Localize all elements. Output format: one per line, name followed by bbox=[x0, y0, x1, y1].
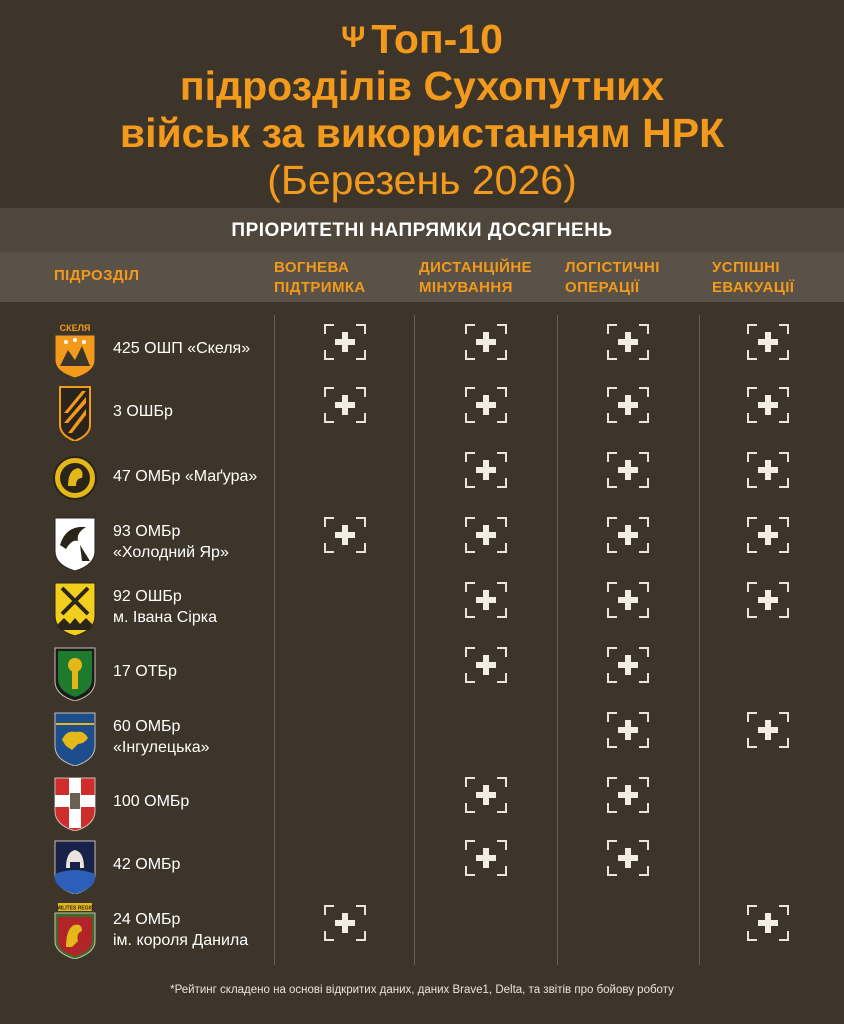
unit-name-line-2: «Інгулецька» bbox=[113, 739, 210, 756]
unit-emblem bbox=[52, 450, 98, 506]
svg-text:MILITES REGIS: MILITES REGIS bbox=[56, 905, 94, 912]
unit-name-line-1: 100 ОМБр bbox=[113, 793, 190, 810]
unit-name bbox=[113, 521, 229, 563]
unit-name bbox=[113, 854, 180, 875]
plus-icon bbox=[465, 840, 507, 876]
column-divider bbox=[699, 315, 700, 965]
plus-icon bbox=[747, 712, 789, 748]
column-header-unit: ПІДРОЗДІЛ bbox=[54, 267, 140, 284]
title-line-4: (Березень 2026) bbox=[267, 157, 577, 203]
plus-icon bbox=[747, 387, 789, 423]
plus-icon bbox=[747, 517, 789, 553]
plus-icon bbox=[324, 324, 366, 360]
unit-name bbox=[113, 716, 210, 758]
unit-emblem bbox=[52, 903, 98, 959]
unit-emblem bbox=[52, 645, 98, 701]
plus-icon bbox=[607, 324, 649, 360]
column-divider bbox=[414, 315, 415, 965]
unit-name bbox=[113, 661, 177, 682]
unit-name-line-1: 425 ОШП «Скеля» bbox=[113, 340, 251, 357]
unit-name-line-1: 92 ОШБр bbox=[113, 588, 182, 605]
section-header-band bbox=[0, 208, 844, 252]
unit-name-line-2: «Холодний Яр» bbox=[113, 544, 229, 561]
unit-emblem bbox=[52, 515, 98, 571]
footnote: *Рейтинг складено на основі відкритих даних, даних Brave1, Delta, та звітів про бойову роботу bbox=[170, 984, 674, 996]
column-divider bbox=[274, 315, 275, 965]
unit-emblem bbox=[52, 775, 98, 831]
unit-emblem bbox=[52, 710, 98, 766]
plus-icon bbox=[607, 712, 649, 748]
unit-name-line-1: 42 ОМБр bbox=[113, 856, 181, 873]
unit-emblem bbox=[52, 322, 98, 378]
column-header-mining: ДИСТАНЦІЙНЕ МІНУВАННЯ bbox=[419, 259, 532, 296]
plus-icon bbox=[747, 324, 789, 360]
unit-name bbox=[113, 466, 257, 487]
plus-icon bbox=[747, 452, 789, 488]
svg-text:СКЕЛЯ: СКЕЛЯ bbox=[59, 323, 91, 333]
plus-icon bbox=[465, 452, 507, 488]
plus-icon bbox=[607, 777, 649, 813]
plus-icon bbox=[607, 840, 649, 876]
title-line-3: військ за використанням НРК bbox=[119, 110, 725, 156]
unit-emblem bbox=[52, 580, 98, 636]
trident-icon: Ψ bbox=[341, 21, 366, 54]
plus-icon bbox=[747, 582, 789, 618]
column-header-evacuation: УСПІШНІ ЕВАКУАЦІЇ bbox=[712, 259, 795, 296]
plus-icon bbox=[465, 387, 507, 423]
plus-icon bbox=[324, 387, 366, 423]
plus-icon bbox=[607, 582, 649, 618]
unit-name-line-1: 47 ОМБр «Маґура» bbox=[113, 468, 258, 485]
unit-name bbox=[113, 401, 173, 422]
unit-emblem bbox=[52, 385, 98, 441]
plus-icon bbox=[607, 517, 649, 553]
unit-name bbox=[113, 338, 250, 359]
section-header: ПРІОРИТЕТНІ НАПРЯМКИ ДОСЯГНЕНЬ bbox=[231, 220, 613, 241]
title-line-1: Ψ Топ-10 bbox=[341, 16, 503, 62]
column-divider bbox=[557, 315, 558, 965]
unit-name-line-2: м. Івана Сірка bbox=[113, 609, 217, 626]
plus-icon bbox=[465, 324, 507, 360]
title-line-2: підрозділів Сухопутних bbox=[179, 63, 665, 109]
unit-name-line-1: 24 ОМБр bbox=[113, 911, 181, 928]
plus-icon bbox=[465, 777, 507, 813]
plus-icon bbox=[607, 387, 649, 423]
plus-icon bbox=[607, 452, 649, 488]
unit-name bbox=[113, 586, 217, 628]
plus-icon bbox=[607, 647, 649, 683]
plus-icon bbox=[465, 647, 507, 683]
plus-icon bbox=[465, 517, 507, 553]
unit-name-line-1: 93 ОМБр bbox=[113, 523, 181, 540]
column-header-logistics: ЛОГІСТИЧНІ ОПЕРАЦІЇ bbox=[565, 259, 660, 296]
unit-name bbox=[113, 791, 189, 812]
plus-icon bbox=[465, 582, 507, 618]
column-header-fire: ВОГНЕВА ПІДТРИМКА bbox=[274, 259, 366, 296]
plus-icon bbox=[324, 905, 366, 941]
unit-emblem bbox=[52, 838, 98, 894]
unit-name-line-2: ім. короля Данила bbox=[113, 932, 249, 949]
unit-name-line-1: 3 ОШБр bbox=[113, 403, 173, 420]
plus-icon bbox=[747, 905, 789, 941]
unit-name-line-1: 60 ОМБр bbox=[113, 718, 181, 735]
unit-name-line-1: 17 ОТБр bbox=[113, 663, 177, 680]
plus-icon bbox=[324, 517, 366, 553]
unit-name bbox=[113, 909, 248, 951]
page-title bbox=[0, 14, 844, 204]
